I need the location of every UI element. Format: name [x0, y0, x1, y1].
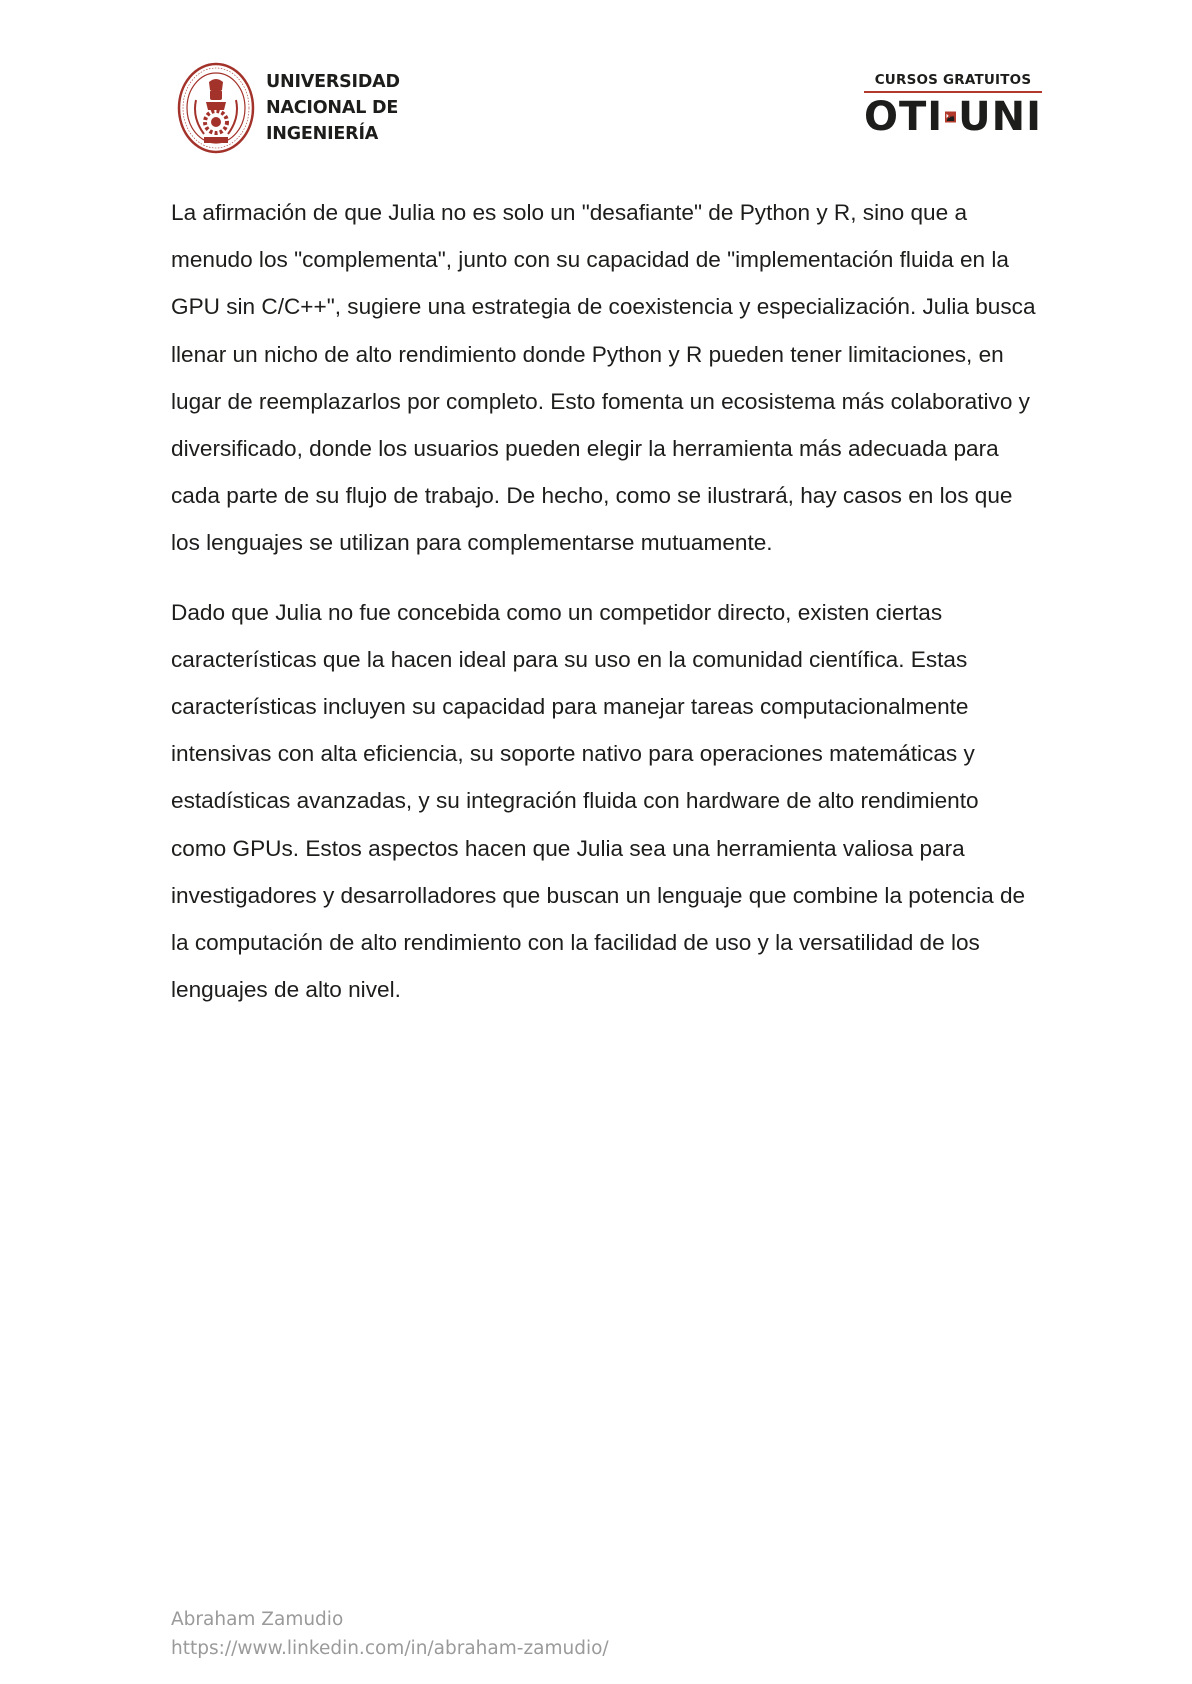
document-body — [171, 189, 1036, 1035]
oti-flag-icon — [945, 100, 956, 134]
footer-linkedin-link[interactable]: https://www.linkedin.com/in/abraham-zamudio/ — [171, 1638, 609, 1659]
uni-seal-icon — [176, 60, 256, 156]
oti-wordmark — [864, 95, 1042, 139]
uni-logo — [176, 60, 400, 156]
oti-uni-logo — [864, 72, 1042, 139]
paragraph: Dado que Julia no fue concebida como un competidor directo, existen ciertas características que la hacen ideal para su uso en la comunidad científica. Estas características incluyen su capacidad para manejar tareas computacionalmente intensivas con alta eficiencia, su soporte nativo para operaciones matemáticas y estadísticas avanzadas, y su integración fluida con hardware de alto rendimiento como GPUs. Estos aspectos hacen que Julia sea una herramienta valiosa para investigadores y desarrolladores que buscan un lenguaje que combine la potencia de la computación de alto rendimiento con la facilidad de uso y la versatilidad de los lenguajes de alto nivel. — [171, 599, 1026, 1003]
paragraph: La afirmación de que Julia no es solo un "desafiante" de Python y R, sino que a menudo los "complementa", junto con su capacidad de "implementación fluida en la GPU sin C/C++", sugiere una estrategia de coexistencia y especialización. Julia busca llenar un nicho de alto rendimiento donde Python y R pueden tener limitaciones, en lugar de reemplazarlos por completo. Esto fomenta un ecosistema más colaborativo y diversificado, donde los usuarios pueden elegir la herramienta más adecuada para cada parte de su flujo de trabajo. De hecho, como se ilustrará, hay casos en los que los lenguajes se utilizan para complementarse mutuamente. — [171, 200, 1036, 556]
oti-wordmark-right: UNI — [958, 94, 1042, 140]
page-header — [176, 60, 1042, 160]
university-name-line-1: UNIVERSIDAD — [266, 72, 400, 92]
oti-wordmark-left: OTI — [864, 94, 944, 140]
university-name-line-2: NACIONAL DE — [266, 98, 399, 118]
university-name — [266, 69, 400, 147]
university-name-line-3: INGENIERÍA — [266, 124, 379, 144]
page-footer — [171, 1605, 609, 1663]
footer-author: Abraham Zamudio — [171, 1609, 344, 1630]
oti-subtitle: CURSOS GRATUITOS — [864, 72, 1042, 93]
